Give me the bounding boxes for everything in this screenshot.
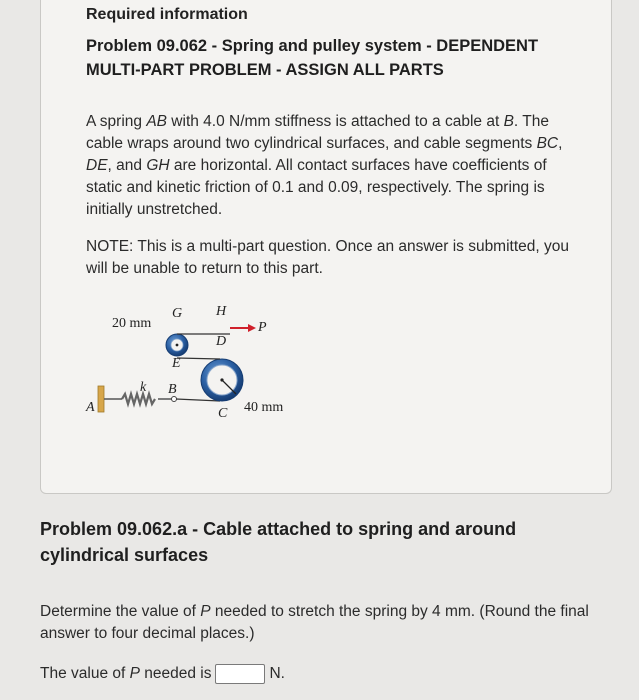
answer-unit: N. <box>269 665 285 682</box>
wall-a <box>98 386 104 412</box>
label-p: P <box>258 320 267 335</box>
part-a-question: Determine the value of P needed to stretch the spring by 4 mm. (Round the final answer to four decimal places.) <box>40 603 589 642</box>
label-d: D <box>216 334 227 349</box>
cable-de <box>177 358 220 359</box>
problem-description: A spring AB with 4.0 N/mm stiffness is attached to a cable at B. The cable wraps around two cylindrical surfaces, and cable segments BC, DE, and GH are horizontal. All contact surfaces have coefficients of static and kinetic friction of 0.1 and 0.09, respectively. The spring is initially unstretched. <box>86 113 563 218</box>
dim-20mm-label: 20 mm <box>112 316 152 331</box>
problem-title: Problem 09.062 - Spring and pulley system - DEPENDENT MULTI-PART PROBLEM - ASSIGN ALL PARTS <box>86 37 539 79</box>
part-a-title: Problem 09.062.a - Cable attached to spring and around cylindrical surfaces <box>40 519 517 565</box>
answer-prefix: The value of P needed is <box>40 665 212 682</box>
label-k: k <box>140 380 147 395</box>
label-h: H <box>216 304 227 319</box>
label-e: E <box>172 356 181 371</box>
label-b: B <box>168 382 177 397</box>
label-c: C <box>218 406 228 421</box>
answer-input[interactable] <box>215 664 265 684</box>
left-margin <box>0 0 40 494</box>
label-g: G <box>172 306 183 321</box>
label-a: A <box>86 400 95 415</box>
spring-pulley-figure <box>86 300 322 440</box>
multi-part-note: NOTE: This is a multi-part question. Once an answer is submitted, you will be unable to return to this part. <box>86 238 569 277</box>
answer-row <box>40 664 285 684</box>
spring-ab <box>122 394 155 404</box>
required-information-heading: Required information <box>86 6 248 23</box>
dim-40mm-label: 40 mm <box>244 400 284 415</box>
